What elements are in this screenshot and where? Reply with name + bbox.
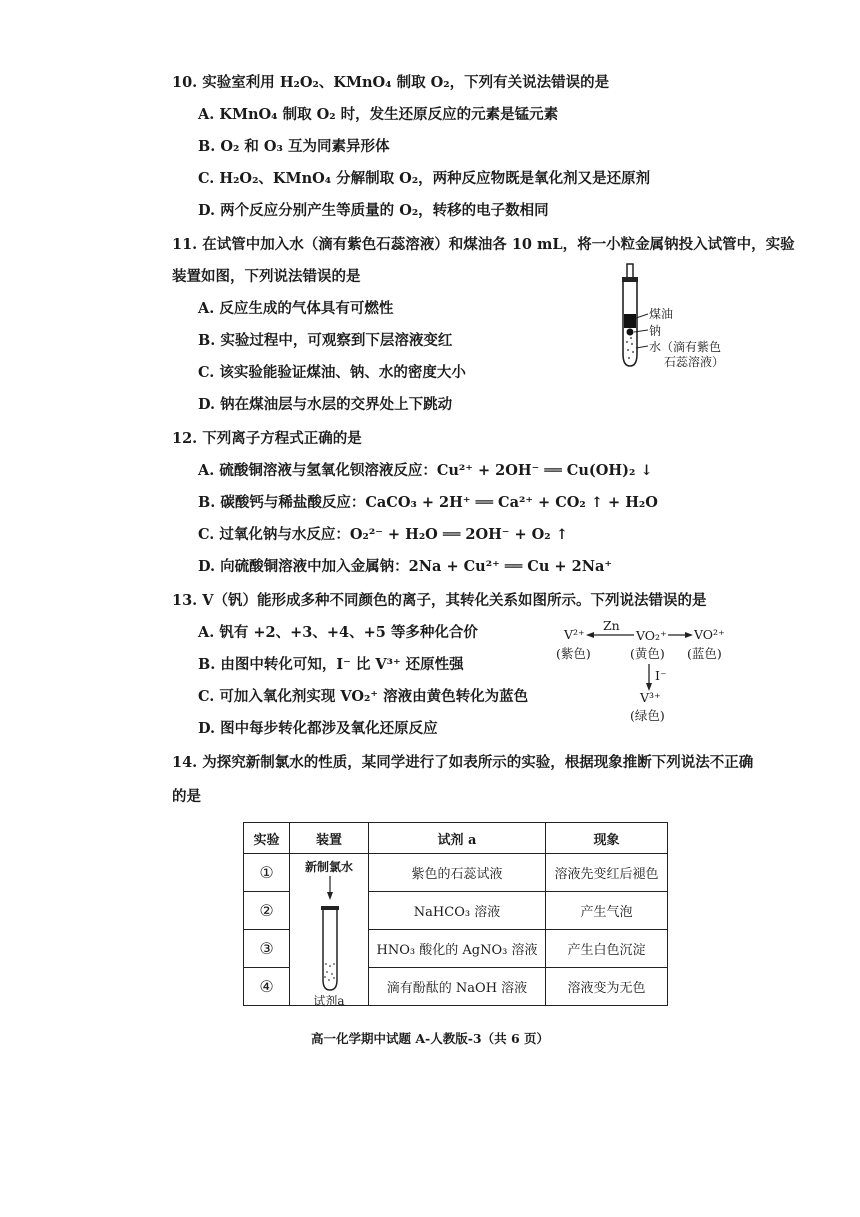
q13-option-b: B. 由图中转化可知，I⁻ 比 V³⁺ 还原性强 (198, 656, 464, 673)
ion-v2: V²⁺ (564, 627, 585, 642)
test-tube-figure (610, 262, 740, 374)
q10-option-c: C. H₂O₂、KMnO₄ 分解制取 O₂，两种反应物既是氧化剂又是还原剂 (198, 170, 651, 187)
header-experiment: 实验 (244, 823, 290, 854)
reagent-cell: 紫色的石蕊试液 (369, 854, 546, 892)
ion-v3: V³⁺ (640, 690, 661, 705)
q11-option-a: A. 反应生成的气体具有可燃性 (198, 300, 394, 317)
table-header-row (244, 823, 668, 854)
reagent-cell: HNO₃ 酸化的 AgNO₃ 溶液 (369, 930, 546, 968)
row-number: ④ (244, 968, 290, 1006)
q12-option-a: A. 硫酸铜溶液与氢氧化钡溶液反应：Cu²⁺ + 2OH⁻ ══ Cu(OH)₂ ↓ (198, 462, 653, 479)
q11-stem-line1: 11. 在试管中加入水（滴有紫色石蕊溶液）和煤油各 10 mL，将一小粒金属钠投入试管中，实验 (172, 236, 795, 253)
q11-option-c: C. 该实验能验证煤油、钠、水的密度大小 (198, 364, 466, 381)
apparatus-bottom-label: 试剂a (313, 994, 345, 1008)
header-reagent: 试剂 a (369, 823, 546, 854)
ion-vo2plus: VO²⁺ (694, 627, 725, 642)
phenomenon-cell: 产生白色沉淀 (546, 930, 668, 968)
phenomenon-cell: 产生气泡 (546, 892, 668, 930)
q10-option-d: D. 两个反应分别产生等质量的 O₂，转移的电子数相同 (198, 202, 549, 219)
phenomenon-cell: 溶液先变红后褪色 (546, 854, 668, 892)
q11-stem-line2: 装置如图，下列说法错误的是 (172, 268, 361, 285)
q13-option-d: D. 图中每步转化都涉及氧化还原反应 (198, 720, 438, 737)
vanadium-conversion-diagram (556, 618, 726, 723)
ion-v3-color: (绿色) (630, 708, 665, 723)
ion-vo2-plus: VO₂⁺ (636, 628, 667, 643)
q10-option-b: B. O₂ 和 O₃ 互为同素异形体 (198, 138, 390, 155)
reagent-cell: NaHCO₃ 溶液 (369, 892, 546, 930)
q12-stem: 12. 下列离子方程式正确的是 (172, 430, 362, 447)
q13-stem: 13. V（钒）能形成多种不同颜色的离子，其转化关系如图所示。下列说法错误的是 (172, 592, 707, 609)
q12-option-b: B. 碳酸钙与稀盐酸反应：CaCO₃ + 2H⁺ ══ Ca²⁺ + CO₂ ↑ + H₂O (198, 494, 658, 511)
apparatus-cell (290, 854, 369, 1006)
q14-stem-line2: 的是 (172, 788, 201, 805)
q14-stem-line1: 14. 为探究新制氯水的性质，某同学进行了如表所示的实验，根据现象推断下列说法不正确 (172, 754, 754, 771)
header-phenomenon: 现象 (546, 823, 668, 854)
ion-v2-color: (紫色) (556, 646, 591, 661)
table-row (244, 854, 668, 892)
q10-stem: 10. 实验室利用 H₂O₂、KMnO₄ 制取 O₂，下列有关说法错误的是 (172, 74, 610, 91)
page-footer: 高一化学期中试题 A-人教版-3（共 6 页） (310, 1031, 550, 1046)
dropper-tube-drawing (310, 872, 350, 1002)
q11-option-b: B. 实验过程中，可观察到下层溶液变红 (198, 332, 453, 349)
label-kerosene: 煤油 (649, 307, 674, 321)
row-number: ② (244, 892, 290, 930)
q12-option-d: D. 向硫酸铜溶液中加入金属钠：2Na + Cu²⁺ ══ Cu + 2Na⁺ (198, 558, 612, 575)
ion-vo2-color: (黄色) (630, 646, 665, 661)
experiment-table (243, 822, 668, 1006)
apparatus-top-label: 新制氯水 (304, 860, 353, 874)
reagent-cell: 滴有酚酞的 NaOH 溶液 (369, 968, 546, 1006)
reagent-zn: Zn (603, 618, 620, 633)
row-number: ① (244, 854, 290, 892)
q13-option-a: A. 钒有 +2、+3、+4、+5 等多种化合价 (198, 624, 478, 641)
label-water: 水（滴有紫色 (649, 340, 722, 354)
label-sodium: 钠 (649, 324, 662, 338)
phenomenon-cell: 溶液变为无色 (546, 968, 668, 1006)
q13-option-c: C. 可加入氧化剂实现 VO₂⁺ 溶液由黄色转化为蓝色 (198, 688, 529, 705)
test-tube-drawing (610, 262, 650, 374)
row-number: ③ (244, 930, 290, 968)
q12-option-c: C. 过氧化钠与水反应：O₂²⁻ + H₂O ══ 2OH⁻ + O₂ ↑ (198, 526, 568, 543)
q11-option-d: D. 钠在煤油层与水层的交界处上下跳动 (198, 396, 453, 413)
reagent-iodide: I⁻ (655, 668, 667, 683)
ion-vo-color: (蓝色) (687, 646, 722, 661)
label-water-line2: 石蕊溶液） (664, 355, 725, 369)
header-apparatus: 装置 (290, 823, 369, 854)
q10-option-a: A. KMnO₄ 制取 O₂ 时，发生还原反应的元素是锰元素 (198, 106, 559, 123)
